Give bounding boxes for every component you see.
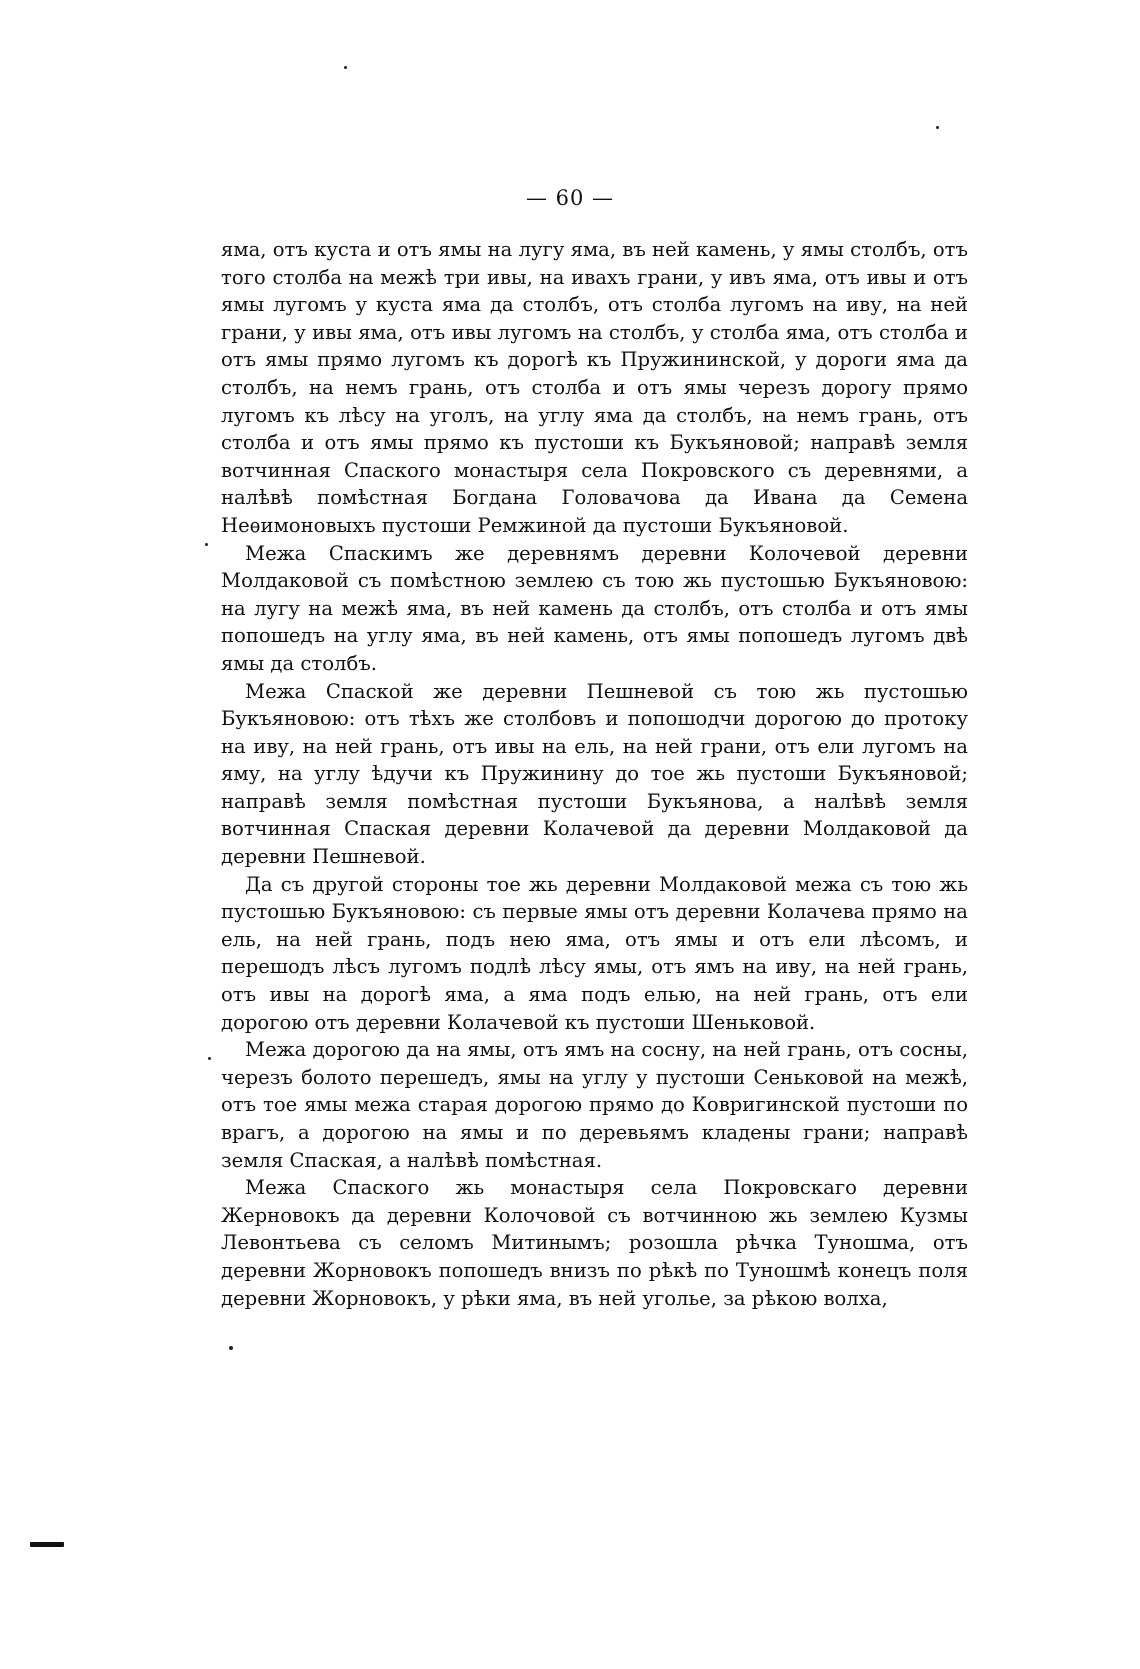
scan-speck [936,126,939,129]
paragraph-6: Межа Спаского жь монастыря села Покровскаго деревни Жерновокъ да деревни Колочовой съ вотчинною жь землею Кузмы Левонтьева съ селомъ Митинымъ; розошла рѣчка Туношма, отъ деревни Жорновокъ попошедъ внизъ по рѣкѣ по Туношмѣ конецъ поля деревни Жорновокъ, у рѣки яма, въ ней угольe, за рѣкою волха, [221,1176,968,1310]
scan-speck [208,1057,211,1060]
scan-speck [344,66,347,69]
scan-speck [229,1346,233,1350]
paragraph-2: Межа Спаскимъ же деревнямъ деревни Колочевой деревни Молдаковой съ помѣстною землею съ тою жь пустошью Букъяновою: на лугу на межѣ яма, въ ней камень да столбъ, отъ столба и отъ ямы попошедъ на углу яма, въ ней камень, отъ ямы попошедъ лугомъ двѣ ямы да столбъ. [221,541,968,675]
page-number: — 60 — [525,186,615,210]
paragraph-1: яма, отъ куста и отъ ямы на лугу яма, въ ней камень, у ямы столбъ, отъ того столба на межѣ три ивы, на ивахъ грани, у ивъ яма, отъ ивы и отъ ямы лугомъ у куста яма да столбъ, отъ столба лугомъ на иву, на ней грани, у ивы яма, отъ ивы лугомъ на столбъ, у столба яма, отъ столба и отъ ямы прямо лугомъ къ дорогѣ къ Пружининской, у дороги яма да столбъ, на немъ грань, отъ столба и отъ ямы черезъ дорогу прямо лугомъ къ лѣсу на уголъ, на углу яма да столбъ, на немъ грань, отъ столба и отъ ямы прямо къ пустоши къ Букъяновой; направѣ земля вотчинная Спаского монастыря села Покровского съ деревнями, а налѣвѣ помѣстная Богдана Головачова да Ивана да Семена Неѳимоновыхъ пустоши Ремжиной да пустоши Букъяновой. [221,238,968,537]
scan-edge-mark [30,1542,64,1547]
paragraph-4: Да съ другой стороны тое жь деревни Молдаковой межа съ тою жь пустошью Букъяновою: съ первые ямы отъ деревни Колачева прямо на ель, на ней грань, подъ нею яма, отъ ямы и отъ ели лѣсомъ, и перешодъ лѣсъ лугомъ подлѣ лѣсу ямы, отъ ямъ на иву, на ней грань, отъ ивы на дорогѣ яма, а яма подъ елью, на ней грань, отъ ели дорогою отъ деревни Колачевой къ пустоши Шеньковой. [221,872,968,1034]
body-text [221,236,968,1312]
scan-speck [205,543,208,546]
paragraph-5: Межа дорогою да на ямы, отъ ямъ на сосну, на ней грань, отъ сосны, черезъ болото перешедъ, ямы на углу у пустоши Сеньковой на межѣ, отъ тое ямы межа старая дорогою прямо до Ковригинской пустоши по врагъ, а дорогою на ямы и по деревьямъ кладены грани; направѣ земля Спаская, а налѣвѣ помѣстная. [221,1038,968,1172]
paragraph-3: Межа Спаской же деревни Пешневой съ тою жь пустошью Букъяновою: отъ тѣхъ же столбовъ и попошодчи дорогою до протоку на иву, на ней грань, отъ ивы на ель, на ней грани, отъ ели лугомъ на яму, на углу ѣдучи къ Пружинину до тое жь пустоши Букъяновой; направѣ земля помѣстная пустоши Букъянова, а налѣвѣ земля вотчинная Спаская деревни Колачевой да деревни Молдаковой да деревни Пешневой. [221,679,968,869]
